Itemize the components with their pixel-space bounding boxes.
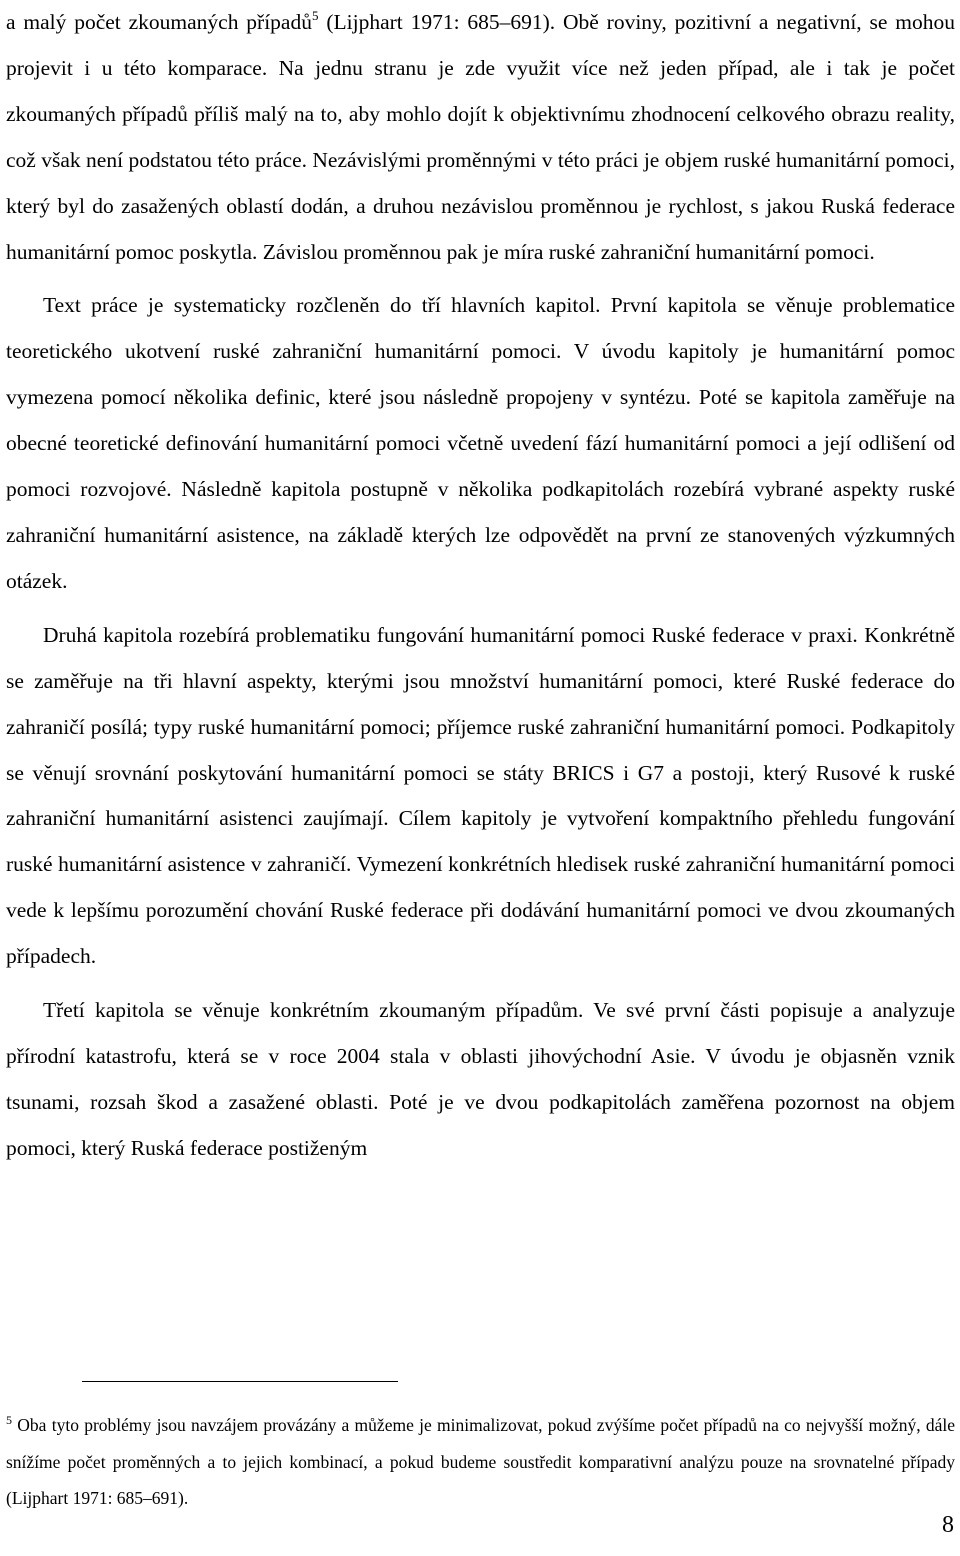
- footnote-number: 5: [6, 1413, 12, 1427]
- paragraph-4: Třetí kapitola se věnuje konkrétním zkoumaným případům. Ve své první části popisuje a analyzuje přírodní katastrofu, která se v roce 2004 stala v oblasti jihovýchodní Asie. V úvodu je objasněn vznik tsunami, rozsah škod a zasažené oblasti. Poté je ve dvou podkapitolách zaměřena pozornost na objem pomoci, který Ruská federace postiženým: [6, 998, 955, 1160]
- footnote-text: Oba tyto problémy jsou navzájem provázány a můžeme je minimalizovat, pokud zvýšíme počet případů na co nejvyšší možný, dále snížíme počet proměnných a to jejich kombinací, a pokud budeme soustředit komparativní analýzu pouze na srovnatelné případy (Lijphart 1971: 685–691).: [6, 1415, 955, 1508]
- footnote-separator: [82, 1381, 398, 1382]
- paragraph-1-text-a: a malý počet zkoumaných případů: [6, 10, 312, 34]
- footnote: [6, 1407, 955, 1517]
- paragraph-1: [6, 0, 955, 275]
- paragraph-3: Druhá kapitola rozebírá problematiku fungování humanitární pomoci Ruské federace v praxi. Konkrétně se zaměřuje na tři hlavní aspekty, kterými jsou množství humanitární pomoci, které Ruské federace do zahraničí posílá; typy ruské humanitární pomoci; příjemce ruské zahraniční humanitární pomoci. Podkapitoly se věnují srovnání poskytování humanitární pomoci se státy BRICS i G7 a postoji, který Rusové k ruské zahraniční humanitární asistenci zaujímají. Cílem kapitoly je vytvoření kompaktního přehledu fungování ruské humanitární asistence v zahraničí. Vymezení konkrétních hledisek ruské zahraniční humanitární pomoci vede k lepšímu porozumění chování Ruské federace při dodávání humanitární pomoci ve dvou zkoumaných případech.: [6, 622, 955, 969]
- paragraph-1-text-b: (Lijphart 1971: 685–691). Obě roviny, pozitivní a negativní, se mohou projevit i u této komparace. Na jednu stranu je zde využit více než jeden případ, ale i tak je počet zkoumaných případů příliš malý na to, aby mohlo dojít k objektivnímu zhodnocení celkového obrazu reality, což však není podstatou této práce. Nezávislými proměnnými v této práci je objem ruské humanitární pomoci, který byl do zasažených oblastí dodán, a druhou nezávislou proměnnou je rychlost, s jakou Ruská federace humanitární pomoc poskytla. Závislou proměnnou pak je míra ruské zahraniční humanitární pomoci.: [6, 10, 955, 264]
- page-number: 8: [942, 1512, 954, 1538]
- page-body: [6, 0, 955, 1172]
- footnote-reference[interactable]: 5: [311, 8, 319, 23]
- paragraph-2: Text práce je systematicky rozčleněn do tří hlavních kapitol. První kapitola se věnuje problematice teoretického ukotvení ruské zahraniční humanitární pomoci. V úvodu kapitoly je humanitární pomoc vymezena pomocí několika definic, které jsou následně propojeny v syntézu. Poté se kapitola zaměřuje na obecné teoretické definování humanitární pomoci včetně uvedení fází humanitární pomoci a její odlišení od pomoci rozvojové. Následně kapitola postupně v několika podkapitolách rozebírá vybrané aspekty ruské zahraniční humanitární asistence, na základě kterých lze odpovědět na první ze stanovených výzkumných otázek.: [6, 293, 955, 593]
